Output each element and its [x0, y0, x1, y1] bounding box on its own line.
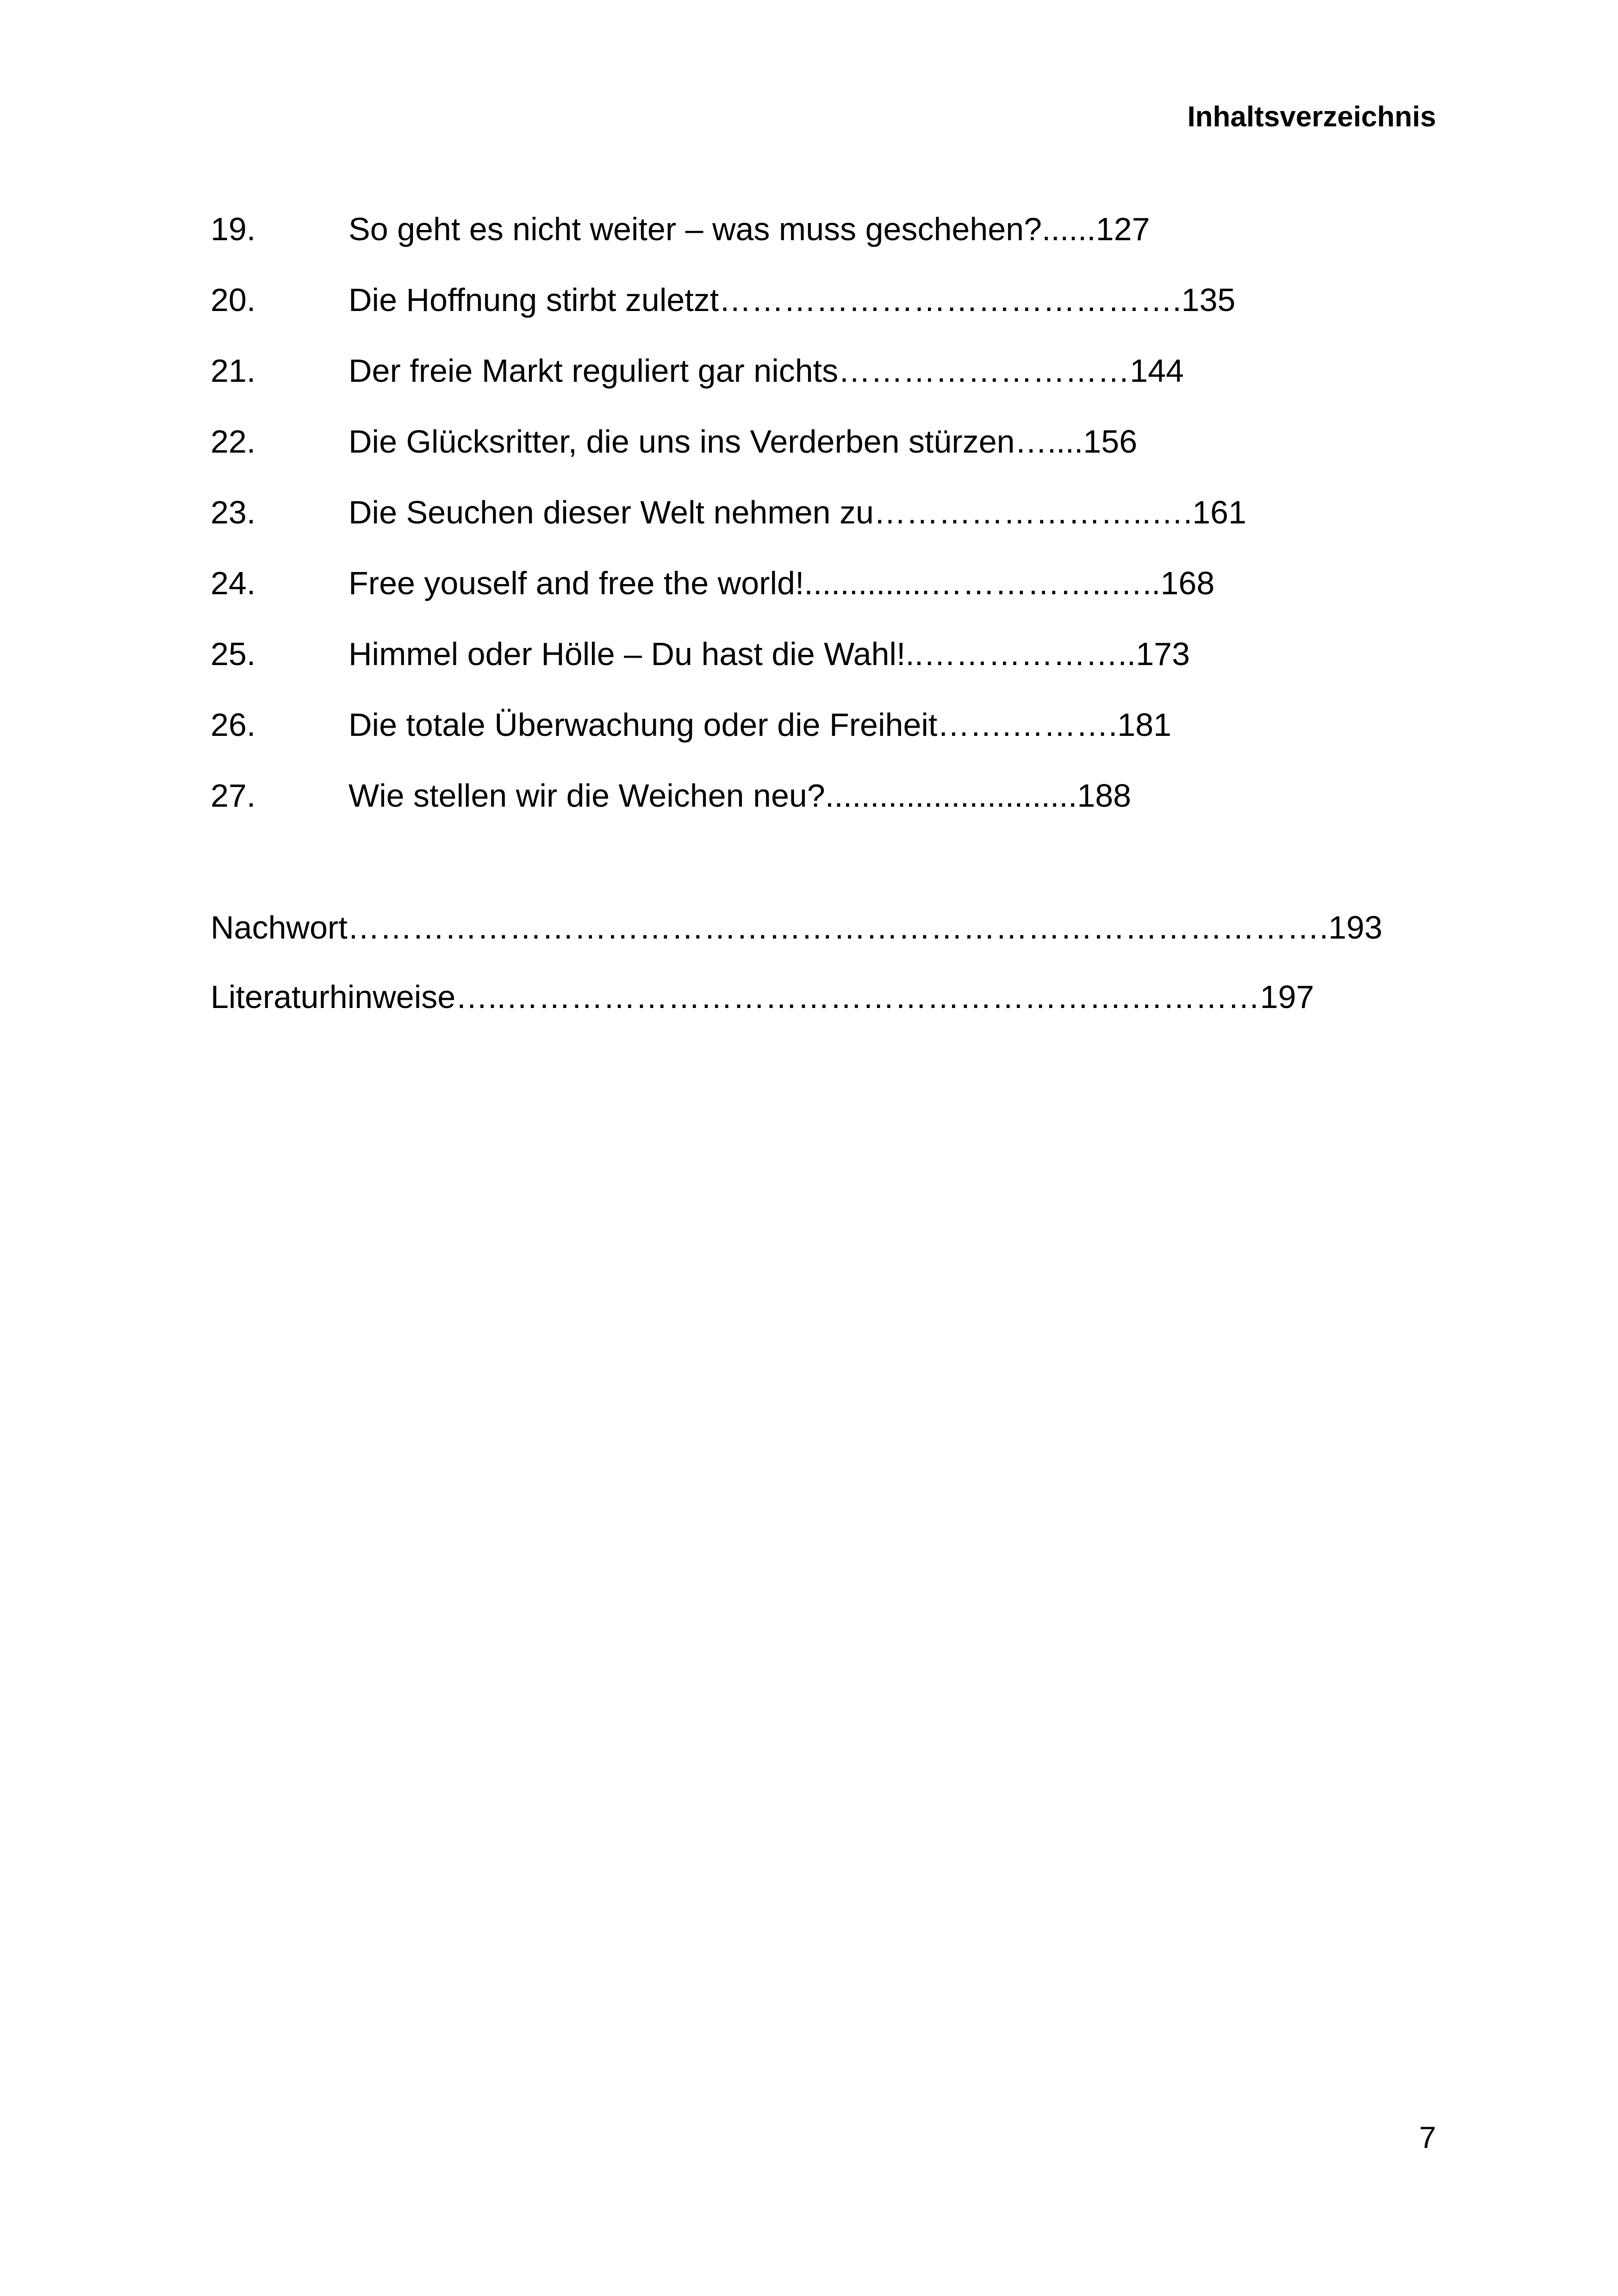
toc-entry-22 [211, 422, 1220, 492]
toc-entry-number: 25. [211, 636, 256, 672]
toc-entry-25 [211, 634, 1220, 705]
toc-entry-number: 21. [211, 353, 256, 389]
toc-entry-text: Die Hoffnung stirbt zuletzt…………………………………….135 [348, 282, 1236, 318]
toc-entry-23 [211, 492, 1247, 563]
toc-entry-text: Die Glücksritter, die uns ins Verderben stürzen…....156 [348, 423, 1138, 460]
toc-entry-number: 24. [211, 565, 256, 601]
toc-entry-text: Himmel oder Hölle – Du hast die Wahl!..………………..173 [348, 636, 1190, 672]
toc-entry-number: 26. [211, 707, 256, 743]
toc-entry-text: Die Seuchen dieser Welt nehmen zu……………………..….161 [348, 494, 1247, 530]
toc-entry-19 [211, 209, 1220, 280]
toc-entry-number: 20. [211, 282, 256, 318]
toc-entry-text: Wie stellen wir die Weichen neu?............................188 [348, 778, 1132, 814]
back-matter-list [211, 908, 1382, 1046]
toc-entry-21 [211, 351, 1220, 422]
toc-entry-literaturhinweise: Literaturhinweise…..………………………………………………….…………197 [211, 979, 1314, 1015]
toc-entry-24 [211, 563, 1220, 634]
toc-entry-text: Die totale Überwachung oder die Freiheit…….……….181 [348, 707, 1172, 743]
toc-entry-nachwort: Nachwort……………………………………………………………………………….193 [211, 909, 1382, 946]
running-header-title: Inhaltsverzeichnis [1187, 101, 1436, 133]
toc-entry-number: 27. [211, 778, 256, 814]
toc-entry-26 [211, 705, 1220, 776]
toc-entry-text: So geht es nicht weiter – was muss geschehen?......127 [348, 211, 1150, 247]
toc-entry-text: Der freie Markt reguliert gar nichts………………………144 [348, 353, 1184, 389]
toc-entry-text: Free youself and free the world!..............……………..…..168 [348, 565, 1215, 601]
toc-entry-27 [211, 776, 1220, 846]
toc-entry-number: 19. [211, 211, 256, 247]
toc-entry-number: 23. [211, 494, 256, 530]
page-number: 7 [1419, 2120, 1436, 2154]
toc-entry-20 [211, 280, 1236, 351]
table-of-contents [211, 209, 1247, 846]
toc-entry-number: 22. [211, 423, 256, 460]
